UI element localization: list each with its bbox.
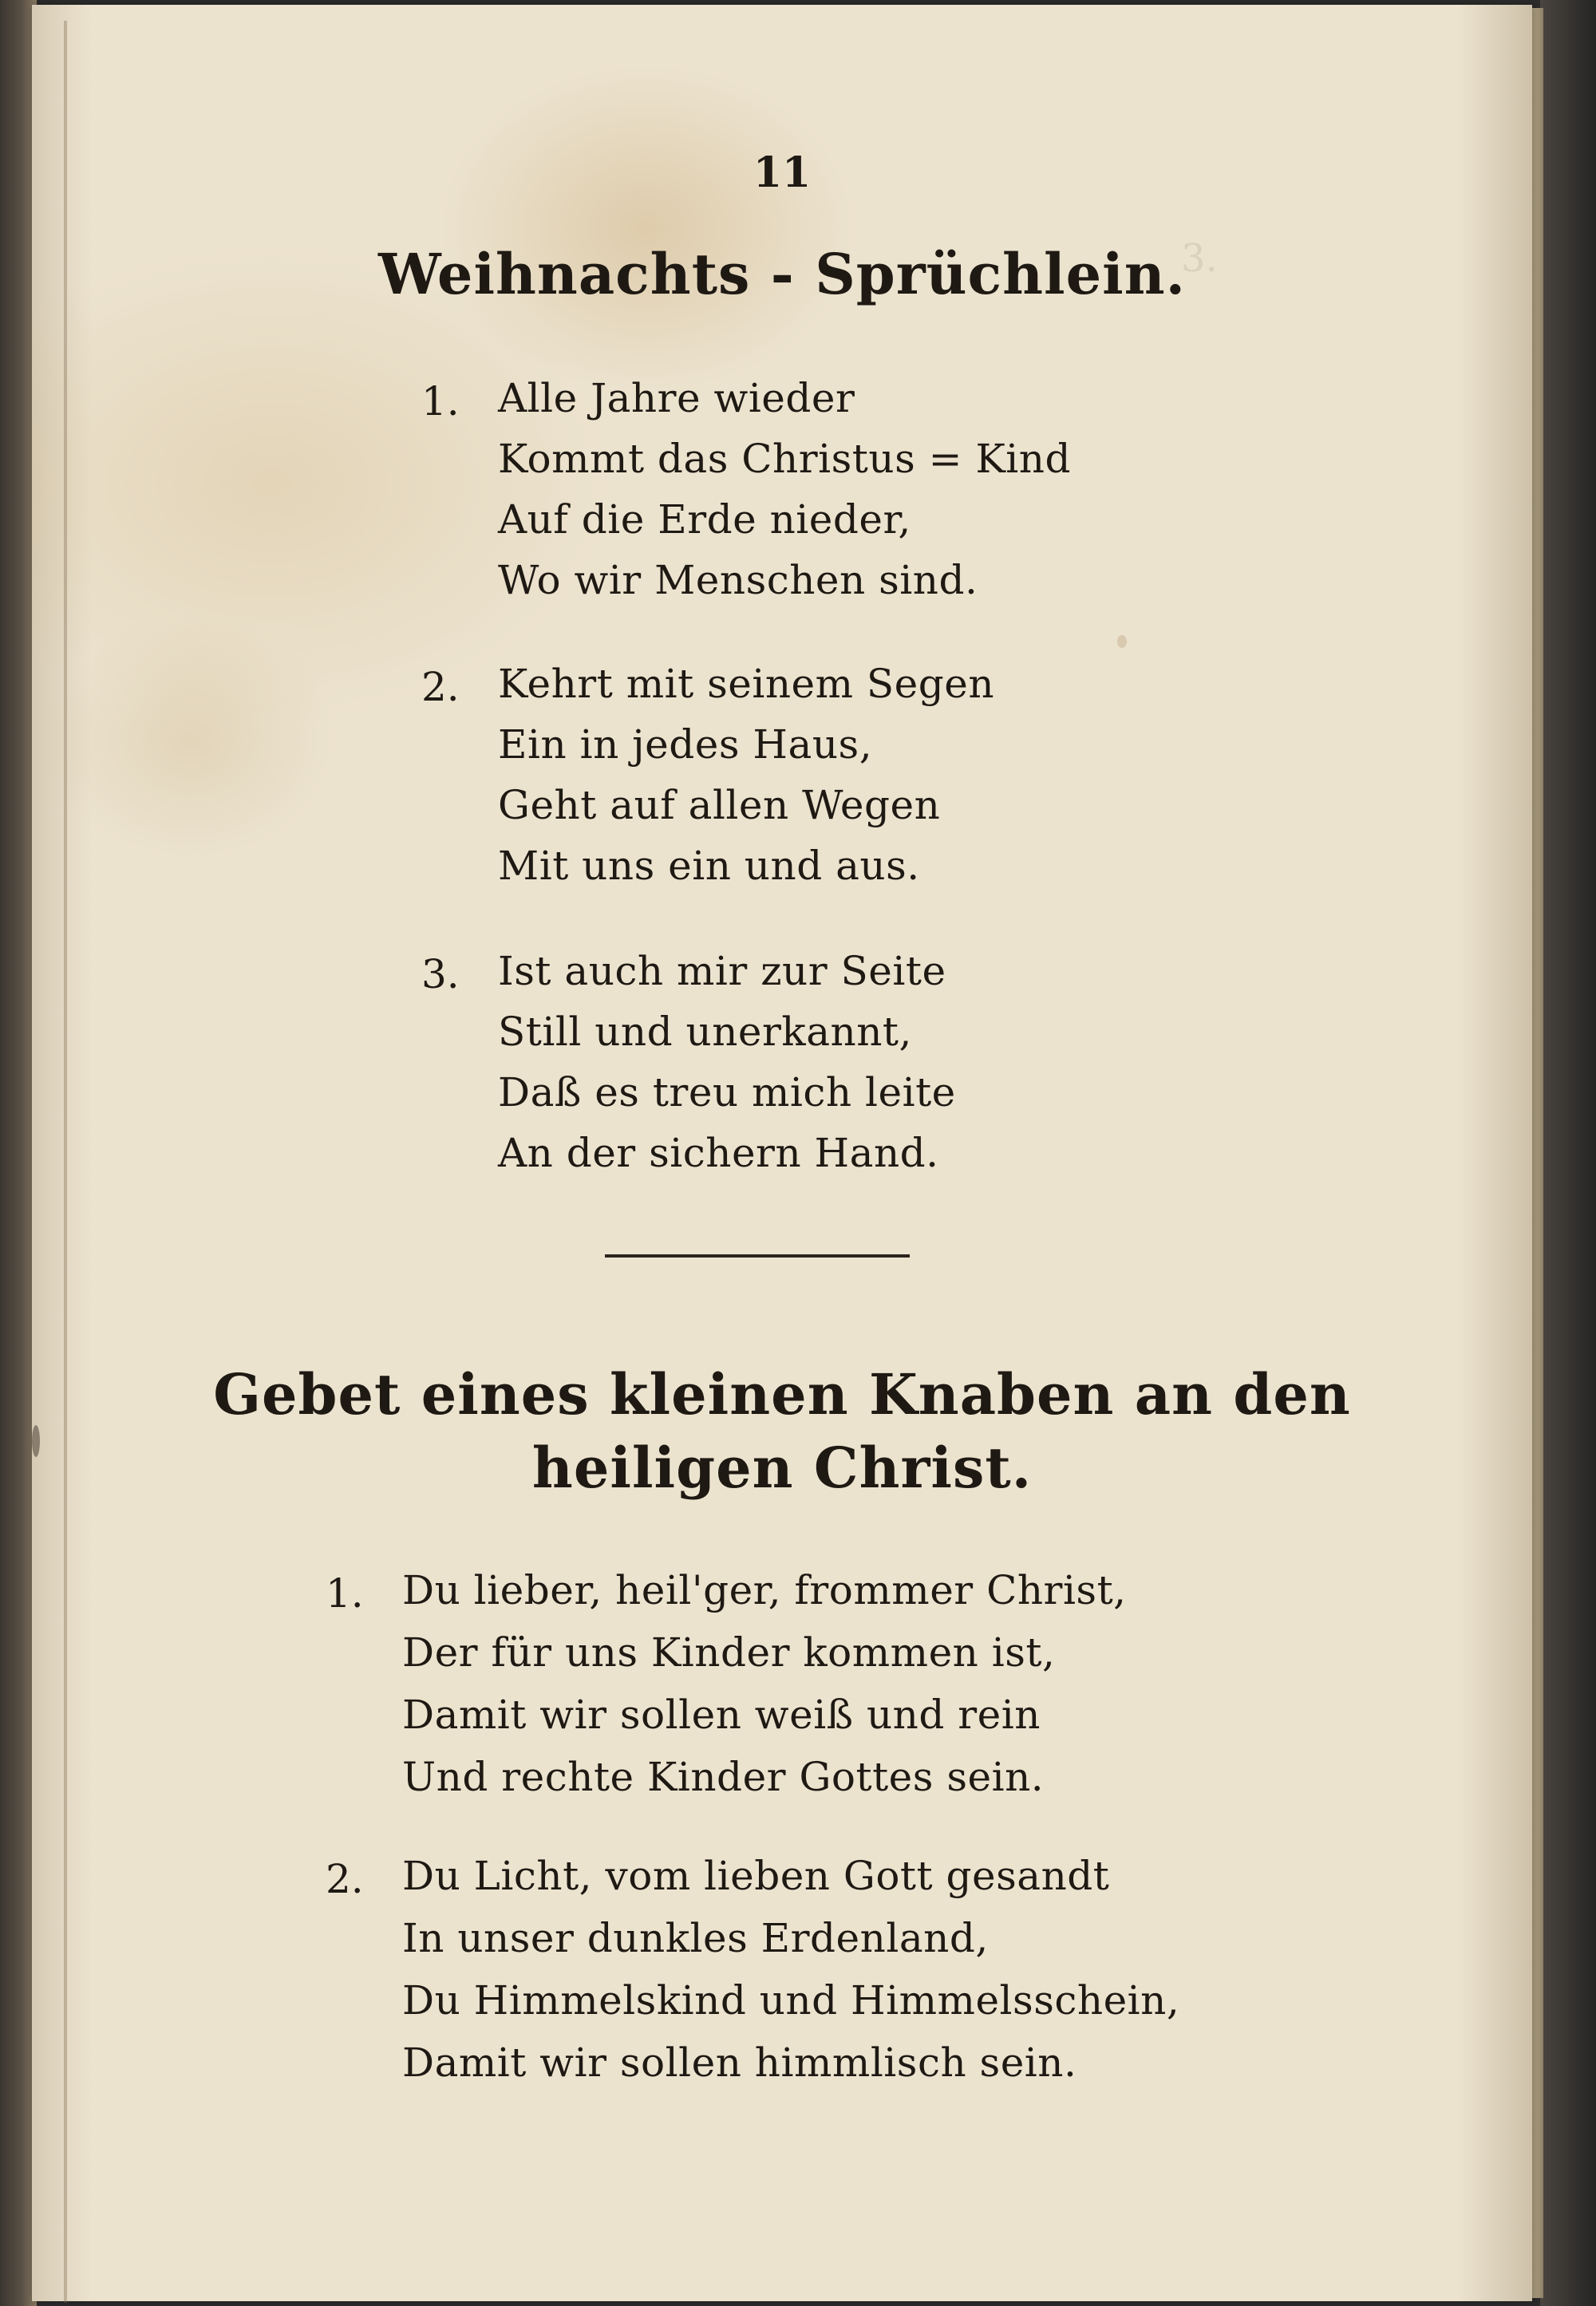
verse-line: Mit uns ein und aus. <box>498 843 920 889</box>
show-through-text <box>359 1202 377 1267</box>
section-divider <box>605 1254 910 1258</box>
poem-title-line-1: Gebet eines kleinen Knaben an den <box>213 1361 1351 1427</box>
verse-line: In unser dunkles Erdenland, <box>402 1915 989 1961</box>
poem-title-line-2: heiligen Christ. <box>531 1435 1033 1501</box>
verse-line: Und rechte Kinder Gottes sein. <box>402 1754 1045 1800</box>
book-page <box>32 5 1532 2301</box>
verse-line: Kehrt mit seinem Segen <box>498 661 995 707</box>
show-through-text: 3. <box>1181 236 1218 281</box>
verse-line: Du lieber, heil'ger, frommer Christ, <box>402 1567 1127 1613</box>
foxing-spot <box>1117 635 1127 648</box>
verse-line: An der sichern Hand. <box>498 1130 939 1176</box>
poem-title: Weihnachts - Sprüchlein. <box>378 241 1186 307</box>
verse-line: Wo wir Menschen sind. <box>498 557 978 603</box>
verse-line: Ein in jedes Haus, <box>498 721 873 768</box>
verse-line: Du Licht, vom lieben Gott gesandt <box>402 1853 1110 1899</box>
verse-line: Damit wir sollen weiß und rein <box>402 1692 1041 1738</box>
gutter-line <box>64 21 67 2303</box>
verse-line: Damit wir sollen himmlisch sein. <box>402 2039 1077 2086</box>
verse-line: Alle Jahre wieder <box>498 375 855 421</box>
page-number: 11 <box>753 148 812 197</box>
verse-line: Kommt das Christus = Kind <box>498 436 1071 482</box>
stanza-number: 1. <box>421 378 460 424</box>
stanza-number: 3. <box>421 951 460 997</box>
stanza-number: 2. <box>421 664 460 710</box>
verse-line: Still und unerkannt, <box>498 1009 912 1055</box>
verse-line: Daß es treu mich leite <box>498 1069 956 1115</box>
stanza-number: 1. <box>326 1570 364 1617</box>
verse-line: Ist auch mir zur Seite <box>498 948 946 994</box>
verse-line: Du Himmelskind und Himmelsschein, <box>402 1977 1180 2024</box>
verse-line: Geht auf allen Wegen <box>498 782 941 828</box>
verse-line: Der für uns Kinder kommen ist, <box>402 1629 1056 1676</box>
desk-background <box>1540 0 1596 2306</box>
verse-line: Auf die Erde nieder, <box>498 496 911 543</box>
stanza-number: 2. <box>326 1856 364 1902</box>
